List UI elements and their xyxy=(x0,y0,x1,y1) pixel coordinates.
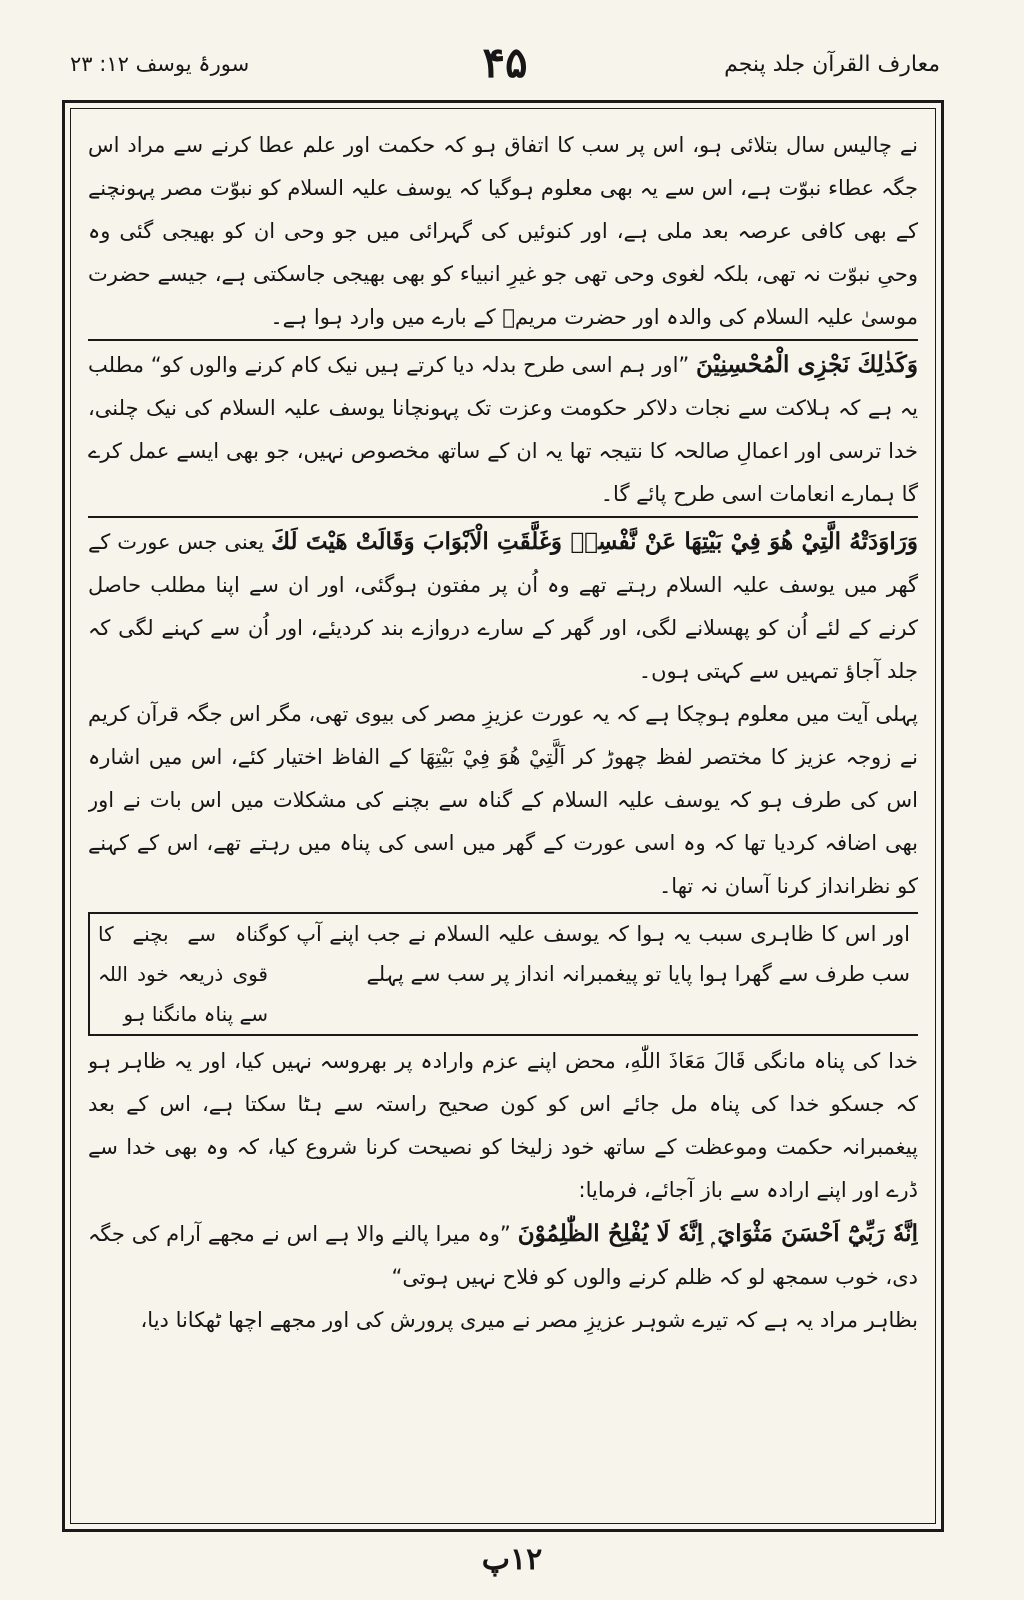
paragraph-6 xyxy=(88,1212,918,1299)
side-heading-block xyxy=(88,912,918,1036)
paragraph-1: نے چالیس سال بتلائی ہو، اس پر سب کا اتفاق ہو کہ حکمت اور علم عطا کرنے سے مراد اس جگہ عطاء نبوّت ہے، اس سے یہ بھی معلوم ہوگیا کہ یوسف علیہ السلام کو نبوّت مصر پہونچنے کے بھی کافی عرصہ بعد ملی ہے، اور کنوئیں کی گہرائی میں جو وحی ان کو بھیجی گئی وہ وحیِ نبوّت نہ تھی، بلکہ لغوی وحی تھی جو غیرِ انبیاء کو بھی بھیجی جاسکتی ہے، جیسے حضرت موسیٰ علیہ السلام کی والدہ اور حضرت مریمؑ کے بارے میں وارد ہوا ہے۔ xyxy=(88,133,918,329)
paragraph-3 xyxy=(88,516,918,693)
paragraph-4: پہلی آیت میں معلوم ہوچکا ہے کہ یہ عورت عزیزِ مصر کی بیوی تھی، مگر اس جگہ قرآن کریم نے زوجہ عزیز کا مختصر لفظ چھوڑ کر اَلَّتِيْ هُوَ فِيْ بَيْتِهَا کے الفاظ اختیار کئے، اس میں اشارہ اس کی طرف ہو کہ یوسف علیہ السلام کے گناہ سے بچنے کی مشکلات میں اس بات نے اور بھی اضافہ کردیا تھا کہ وہ اسی عورت کے گھر میں اسی کی پناہ میں رہتے تھے، اس کے کہنے کو نظرانداز کرنا آسان نہ تھا۔ xyxy=(88,702,918,898)
paragraph-6-text: ”وہ میرا پالنے والا ہے اس نے مجھے آرام کی جگہ دی، خوب سمجھ لو کہ ظلم کرنے والوں کو فلاح نہیں ہوتی“ xyxy=(88,1222,918,1289)
side-block-text: اور اس کا ظاہری سبب یہ ہوا کہ یوسف علیہ السلام نے جب اپنے آپ کو سب طرف سے گھرا ہوا پایا تو پیغمبرانہ انداز پر سب سے پہلے xyxy=(268,922,910,986)
footer-signature: ۱۲پ xyxy=(481,1542,543,1577)
quran-verse-3: اِنَّهٗ رَبِّيْٓ اَحْسَنَ مَثْوَايَ ۭ اِنَّهٗ لَا يُفْلِحُ الظّٰلِمُوْنَ xyxy=(517,1220,918,1247)
surah-reference: سورۂ یوسف ۱۲: ۲۳ xyxy=(70,52,250,76)
paragraph-2 xyxy=(88,339,918,516)
side-heading: گناہ سے بچنے کا قوی ذریعہ خود اللہ سے پناہ مانگنا ہو xyxy=(88,914,268,1034)
quran-verse-2: وَرَاوَدَتْهُ الَّتِيْ هُوَ فِيْ بَيْتِهَا عَنْ نَّفْسِهٖ وَغَلَّقَتِ الْاَبْوَابَ وَقَالَتْ هَيْتَ لَكَ xyxy=(271,528,918,555)
paragraph-7: بظاہر مراد یہ ہے کہ تیرے شوہر عزیزِ مصر نے میری پرورش کی اور مجھے اچھا ٹھکانا دیا، xyxy=(140,1308,918,1332)
page-header xyxy=(70,38,940,98)
book-title: معارف القرآن جلد پنجم xyxy=(724,52,940,77)
paragraph-5: خدا کی پناہ مانگی قَالَ مَعَاذَ اللّٰهِ، محض اپنے عزم وارادہ پر بھروسہ نہیں کیا، اور یہ ظاہر ہو کہ جسکو خدا کی پناہ مل جائے اس کو کون صحیح راستہ سے ہٹا سکتا ہے، اس کے بعد پیغمبرانہ حکمت وموعظت کے ساتھ خود زلیخا کو نصیحت کرنا شروع کیا، کہ وہ بھی خدا سے ڈرے اور اپنے ارادہ سے باز آجائے، فرمایا: xyxy=(88,1049,918,1202)
paragraph-3-text: یعنی جس عورت کے گھر میں یوسف علیہ السلام رہتے تھے وہ اُن پر مفتون ہوگئی، اور ان سے اپنا مطلب حاصل کرنے کے لئے اُن کو پھسلانے لگی، اور گھر کے سارے دروازے بند کردیئے، اور اُن سے کہنے لگی کہ جلد آجاؤ تمہیں سے کہتی ہوں۔ xyxy=(88,530,918,683)
paragraph-2-text: ”اور ہم اسی طرح بدلہ دیا کرتے ہیں نیک کام کرنے والوں کو“ مطلب یہ ہے کہ ہلاکت سے نجات دلاکر حکومت وعزت تک پہونچانا یوسف علیہ السلام کی نیک چلنی، خدا ترسی اور اعمالِ صالحہ کا نتیجہ تھا یہ ان کے ساتھ مخصوص نہیں، جو بھی ایسے عمل کرے گا ہمارے انعامات اسی طرح پائے گا۔ xyxy=(88,353,918,506)
page-body xyxy=(88,124,918,1514)
quran-verse-1: وَكَذٰلِكَ نَجْزِى الْمُحْسِنِيْنَ xyxy=(696,351,918,378)
page-number: ۴۵ xyxy=(482,38,528,87)
